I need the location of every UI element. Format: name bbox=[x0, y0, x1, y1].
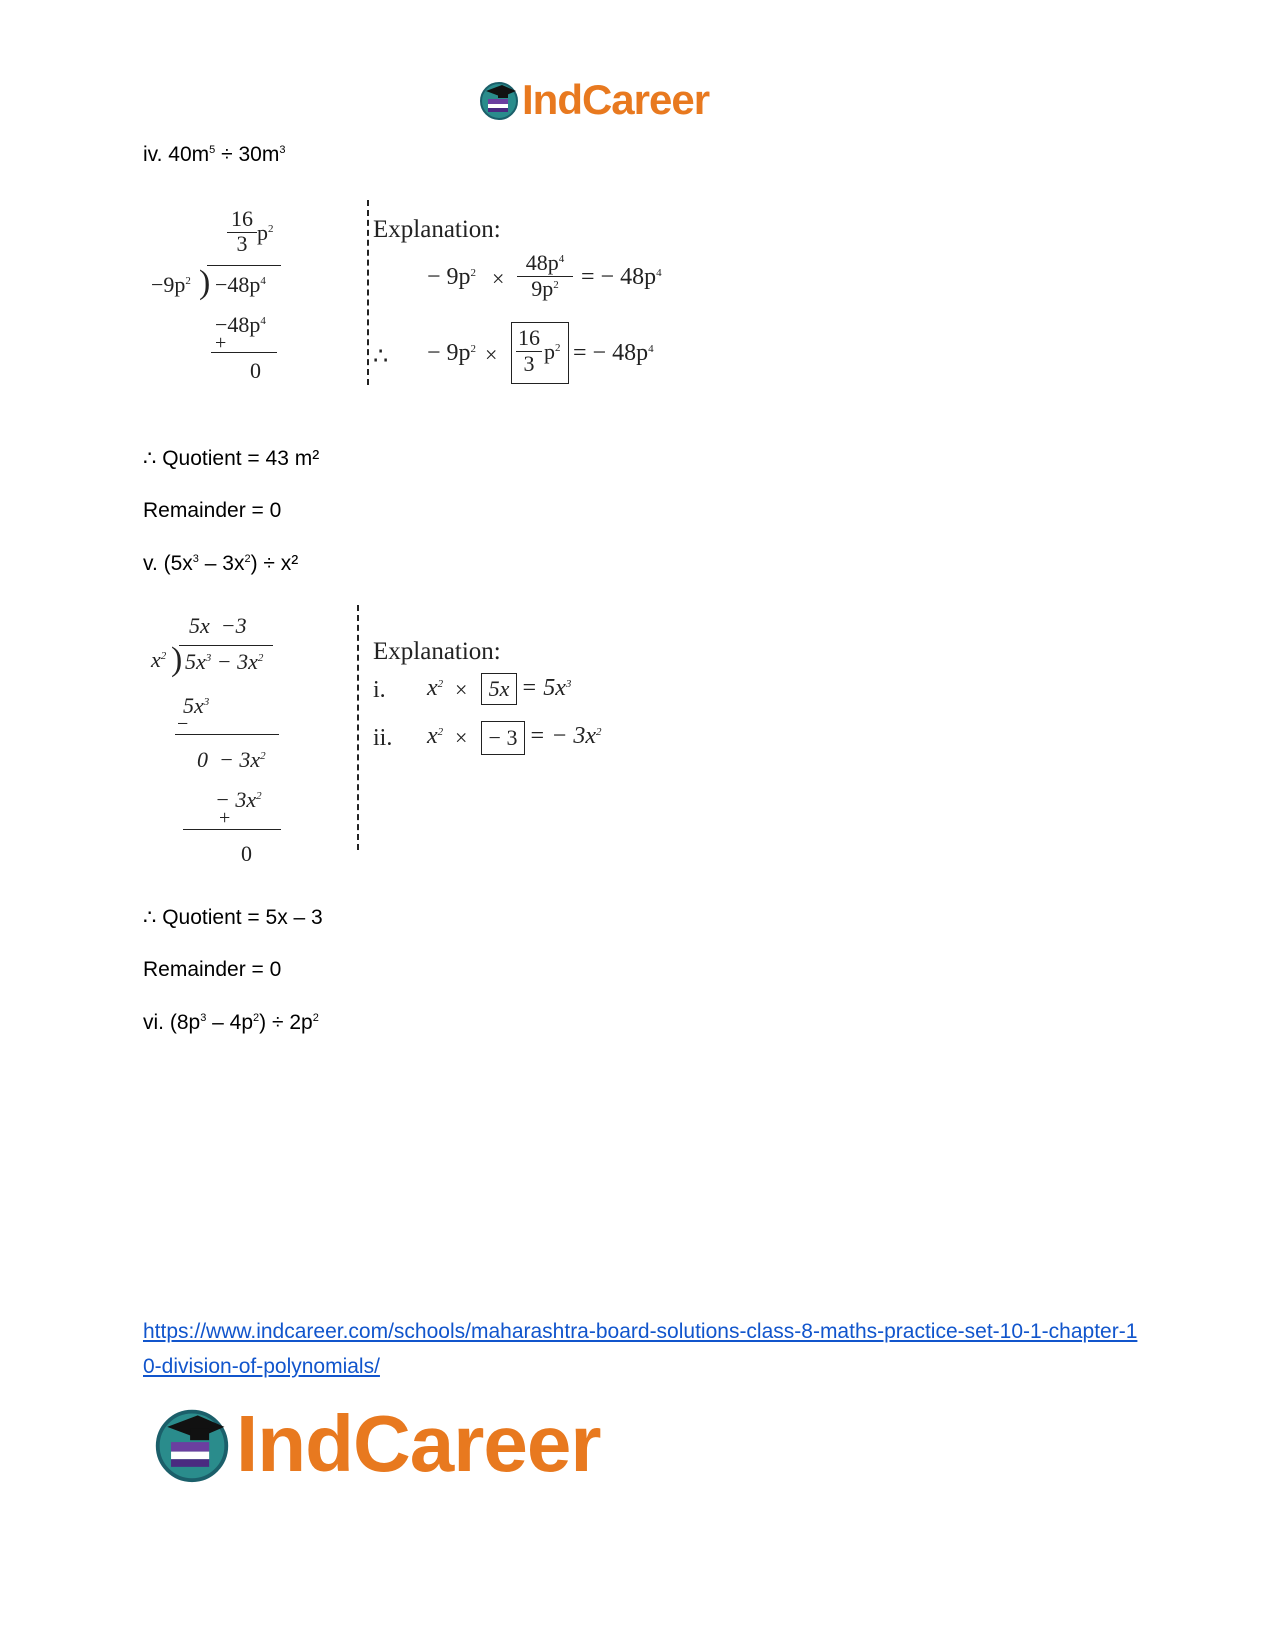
footer-logo bbox=[152, 1398, 600, 1490]
q5-rem1: 0 − 3x bbox=[197, 747, 261, 772]
q5-dashed-divider bbox=[357, 605, 359, 850]
q4-dashed-divider bbox=[367, 200, 369, 385]
q4-exp1-frac-num-exp: 4 bbox=[558, 253, 565, 265]
q5-rem1-exp: 2 bbox=[260, 750, 266, 762]
q5-underline-2 bbox=[183, 829, 281, 830]
q6-title-sup1: 3 bbox=[200, 1012, 207, 1024]
q5-long-division-figure bbox=[145, 605, 625, 865]
question-v-title bbox=[143, 551, 298, 577]
q4-division-bar bbox=[207, 265, 281, 266]
q5-sign2: + bbox=[219, 807, 231, 829]
q4-quotient-exp: 2 bbox=[268, 223, 274, 235]
q5-divisor: x bbox=[151, 647, 161, 672]
q6-title-c: ) ÷ 2p bbox=[259, 1011, 313, 1034]
header-logo bbox=[478, 76, 709, 124]
q4-therefore-symbol: ∴ bbox=[373, 344, 389, 370]
q5-quotient: 5x −3 bbox=[189, 613, 247, 638]
q5-title-sup2: 2 bbox=[244, 553, 251, 565]
q4-exp1-left: − 9p bbox=[427, 264, 471, 290]
q4-remainder-line: Remainder = 0 bbox=[143, 499, 282, 522]
q4-title-sup1: 5 bbox=[209, 144, 216, 156]
q4-exp2-result-exp: 4 bbox=[648, 343, 654, 355]
q5-division-bar bbox=[179, 645, 273, 646]
q5-remainder-line: Remainder = 0 bbox=[143, 958, 282, 981]
q4-exp2-box-num: 16 bbox=[518, 325, 540, 350]
q4-dividend-exp: 4 bbox=[260, 275, 266, 287]
q4-exp2-left: − 9p bbox=[427, 340, 471, 366]
q5-dividend-a-exp: 3 bbox=[205, 652, 212, 664]
q5-dividend-a: 5x bbox=[185, 649, 206, 674]
q4-exp2-box-den: 3 bbox=[516, 351, 542, 376]
question-vi-title bbox=[143, 1010, 319, 1036]
footer-logo-text: IndCareer bbox=[236, 1399, 601, 1488]
q6-title-sup2: 2 bbox=[253, 1012, 260, 1024]
q4-exp1-frac-num: 48p bbox=[525, 250, 559, 275]
q4-exp1-result-exp: 4 bbox=[656, 267, 662, 279]
q5-row2-result-exp: 2 bbox=[596, 726, 602, 738]
q4-exp2-box-exp: 2 bbox=[555, 342, 561, 354]
q5-row1-left-exp: 2 bbox=[437, 678, 444, 690]
q4-exp2-boxed-term bbox=[511, 322, 569, 384]
q5-title-sup1: 3 bbox=[192, 553, 199, 565]
q5-row2-left-exp: 2 bbox=[437, 726, 444, 738]
q5-row2-result: = − 3x bbox=[529, 723, 597, 749]
q4-exp2-left-exp: 2 bbox=[470, 343, 477, 355]
q5-dividend-b: − 3x bbox=[211, 649, 258, 674]
q5-division-bracket: ) bbox=[171, 641, 183, 678]
q4-exp1-result: = − 48p bbox=[581, 264, 657, 290]
q4-quotient-numerator: 16 bbox=[231, 206, 253, 231]
footer-source-link[interactable]: https://www.indcareer.com/schools/maharashtra-board-solutions-class-8-maths-practice-set-10-1-chapter-10-division-of-polynomials/ bbox=[143, 1320, 1138, 1378]
q5-row2-times: × bbox=[455, 725, 468, 750]
q4-exp1-times: × bbox=[492, 266, 505, 291]
q4-division-bracket: ) bbox=[199, 264, 211, 301]
q4-sign: + bbox=[215, 332, 227, 354]
graduation-cap-globe-icon bbox=[152, 1404, 232, 1484]
q5-sub2: − 3x bbox=[215, 787, 257, 812]
graduation-cap-globe-icon bbox=[478, 79, 520, 121]
question-iv-title bbox=[143, 142, 285, 168]
q4-quotient-denominator: 3 bbox=[227, 232, 257, 255]
q5-row2-boxed-term bbox=[481, 721, 525, 755]
q4-explanation-label: Explanation: bbox=[373, 216, 501, 243]
q6-title-sup3: 2 bbox=[312, 1012, 319, 1024]
q5-sign1: − bbox=[177, 713, 189, 735]
q4-exp2-box-var: p bbox=[544, 339, 555, 364]
q5-dividend-b-exp: 2 bbox=[257, 652, 264, 664]
q5-sub1: 5x bbox=[183, 693, 204, 718]
q4-subtract-exp: 4 bbox=[260, 315, 266, 327]
q5-row2-left: x bbox=[427, 723, 438, 749]
q4-dividend: −48p bbox=[215, 272, 261, 297]
q5-sub1-exp: 3 bbox=[203, 696, 210, 708]
q5-title-a: v. (5x bbox=[143, 552, 193, 575]
q4-title-sup2: 3 bbox=[279, 144, 286, 156]
q4-underline bbox=[211, 352, 277, 353]
q5-row1-label: i. bbox=[373, 677, 386, 703]
q4-exp1-frac-den: 9p bbox=[531, 276, 554, 301]
q4-divisor: −9p bbox=[151, 272, 186, 297]
q4-title-mid: ÷ 30m bbox=[215, 143, 280, 166]
q4-exp1-left-exp: 2 bbox=[470, 267, 477, 279]
header-logo-text: IndCareer bbox=[522, 76, 710, 123]
q5-explanation-label: Explanation: bbox=[373, 638, 501, 665]
q5-row1-result-exp: 3 bbox=[565, 678, 572, 690]
q4-long-division-figure bbox=[145, 200, 685, 395]
q5-sub2-exp: 2 bbox=[256, 790, 262, 802]
q4-exp1-frac-den-exp: 2 bbox=[553, 279, 559, 291]
q5-row1-times: × bbox=[455, 677, 468, 702]
q4-subtract: −48p bbox=[215, 312, 261, 337]
q5-divisor-exp: 2 bbox=[160, 650, 167, 662]
q6-title-a: vi. (8p bbox=[143, 1011, 201, 1034]
q4-exp2-result: = − 48p bbox=[573, 340, 649, 366]
q5-remainder: 0 bbox=[241, 841, 252, 866]
q5-row2-box: − 3 bbox=[488, 725, 518, 750]
q5-row1-result: = 5x bbox=[521, 675, 566, 701]
q5-underline-1 bbox=[175, 734, 279, 735]
q5-row1-left: x bbox=[427, 675, 438, 701]
q5-row1-boxed-term bbox=[481, 673, 517, 705]
q5-title-b: – 3x bbox=[198, 552, 245, 575]
q4-title-prefix: iv. 40m bbox=[143, 143, 210, 166]
q5-quotient-line: ∴ Quotient = 5x – 3 bbox=[143, 906, 323, 929]
q5-row2-label: ii. bbox=[373, 725, 393, 751]
q4-remainder: 0 bbox=[250, 358, 261, 383]
q4-quotient-var: p bbox=[257, 220, 268, 245]
q4-quotient-line: ∴ Quotient = 43 m² bbox=[143, 447, 320, 470]
q5-title-c: ) ÷ x² bbox=[250, 552, 299, 575]
q6-title-b: – 4p bbox=[206, 1011, 254, 1034]
q5-row1-box: 5x bbox=[488, 676, 510, 701]
q4-divisor-exp: 2 bbox=[185, 275, 191, 287]
q4-exp2-times: × bbox=[485, 342, 498, 367]
